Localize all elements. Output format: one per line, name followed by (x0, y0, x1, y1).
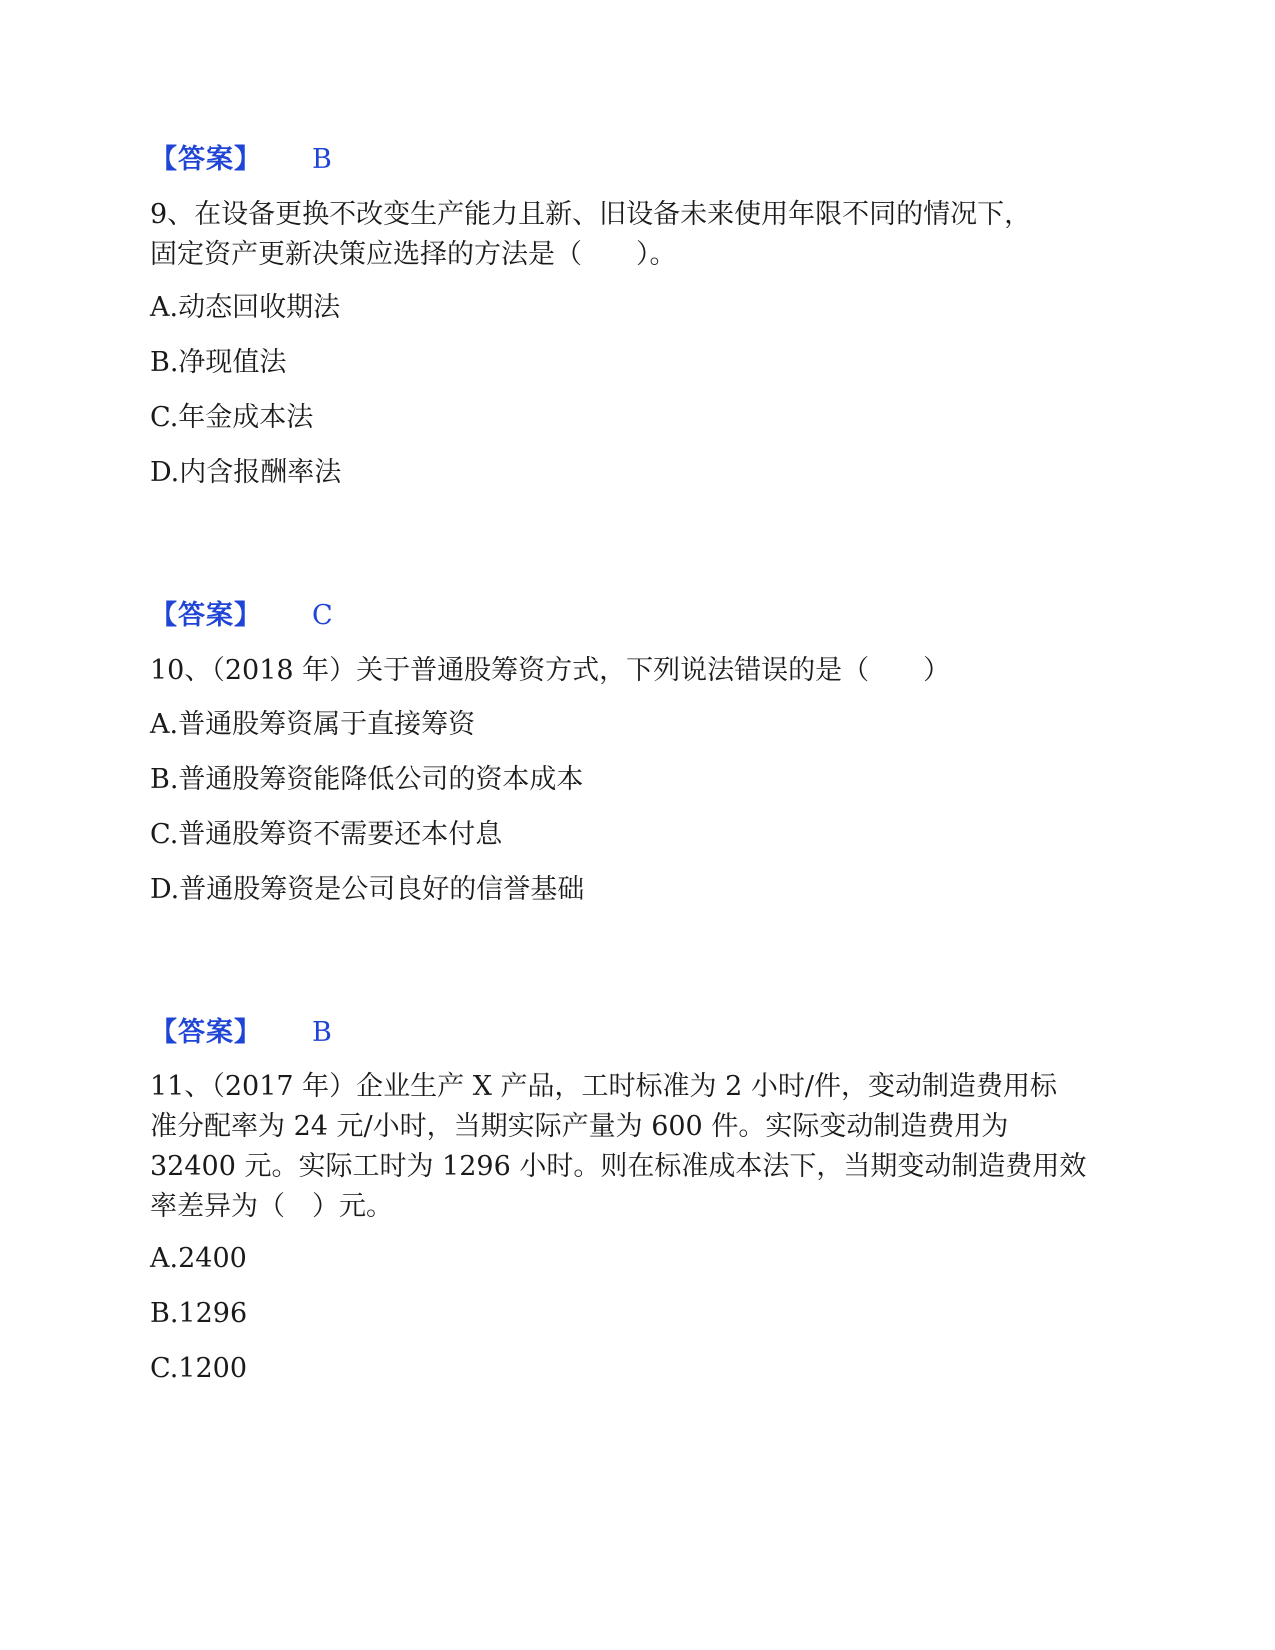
question-10-option-b: B.普通股筹资能降低公司的资本成本 (150, 764, 584, 795)
answer-value: B (312, 144, 332, 175)
question-9-option-d: D.内含报酬率法 (150, 457, 342, 488)
question-9-option-c: C.年金成本法 (150, 402, 314, 433)
question-11-line-2: 准分配率为 24 元/小时，当期实际产量为 600 件。实际变动制造费用为 (150, 1111, 1009, 1142)
question-11-option-a: A.2400 (150, 1243, 247, 1274)
question-9-option-a: A.动态回收期法 (150, 292, 341, 323)
question-11-line-4: 率差异为（ ）元。 (150, 1191, 393, 1222)
answer-line (150, 140, 332, 180)
question-10-option-c: C.普通股筹资不需要还本付息 (150, 819, 503, 850)
answer-line (150, 1013, 332, 1053)
answer-label: 【答案】 (150, 144, 262, 175)
question-9-line-1: 9、在设备更换不改变生产能力且新、旧设备未来使用年限不同的情况下， (150, 199, 1032, 230)
answer-value: B (312, 1017, 332, 1048)
question-10-option-a: A.普通股筹资属于直接筹资 (150, 709, 476, 740)
question-11-line-3: 32400 元。实际工时为 1296 小时。则在标准成本法下，当期变动制造费用效 (150, 1151, 1087, 1182)
question-11-option-c: C.1200 (150, 1353, 247, 1384)
answer-value: C (312, 600, 333, 631)
answer-label: 【答案】 (150, 600, 262, 631)
answer-line (150, 596, 333, 636)
question-11-line-1: 11、（2017 年）企业生产 X 产品，工时标准为 2 小时/件，变动制造费用标 (150, 1071, 1057, 1102)
answer-label: 【答案】 (150, 1017, 262, 1048)
question-10-option-d: D.普通股筹资是公司良好的信誉基础 (150, 874, 585, 905)
question-9-option-b: B.净现值法 (150, 347, 287, 378)
question-9-line-2: 固定资产更新决策应选择的方法是（ ）。 (150, 239, 677, 270)
question-11-option-b: B.1296 (150, 1298, 248, 1329)
question-10-line-1: 10、（2018 年）关于普通股筹资方式，下列说法错误的是（ ） (150, 655, 951, 686)
